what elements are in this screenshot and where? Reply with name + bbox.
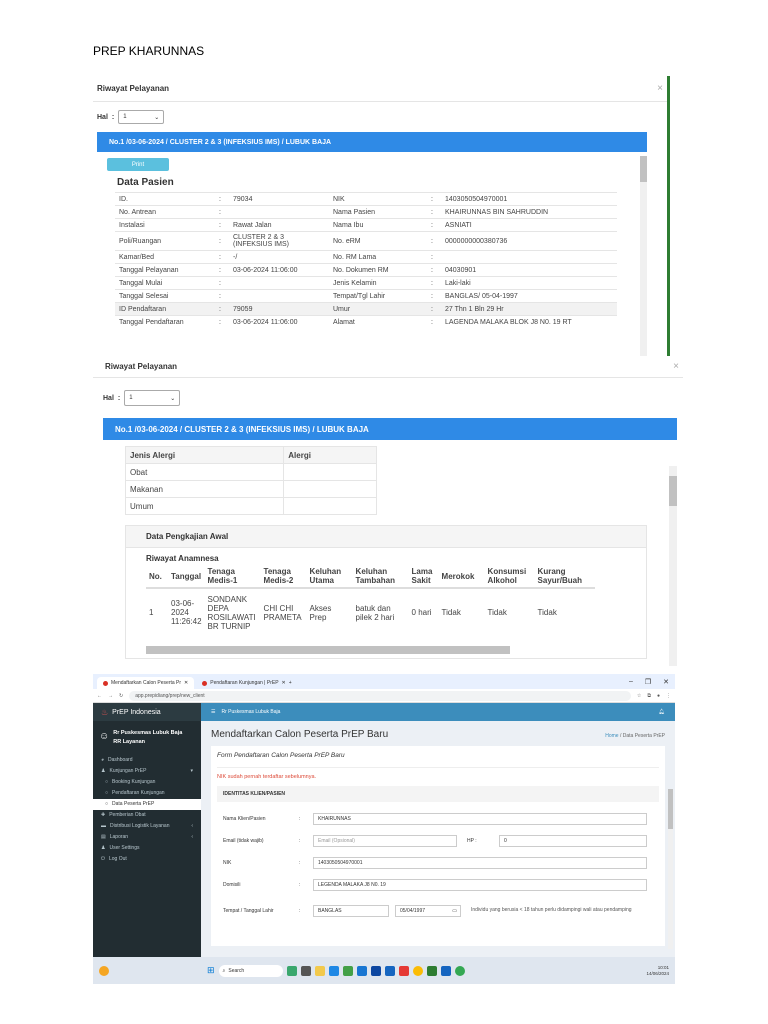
tanggal-lahir-input[interactable]	[395, 905, 461, 917]
alergi-jenis: Umum	[126, 498, 284, 515]
sidebar-item-kunjungan-prep[interactable]	[93, 766, 201, 777]
menu-icon: ○	[105, 790, 109, 797]
ttl-label: Tempat / Tanggal Lahir	[223, 908, 274, 914]
anamnesa-header: Keluhan Utama	[307, 565, 353, 588]
horizontal-scrollbar[interactable]	[146, 646, 510, 654]
table-row	[115, 303, 617, 316]
print-button[interactable]: Print	[107, 158, 169, 171]
table-row	[126, 464, 377, 481]
clock-date: 14/06/2024	[646, 970, 669, 976]
chrome-icon[interactable]	[413, 966, 423, 976]
menu-icon: ♟	[101, 845, 106, 852]
pasien-value	[229, 206, 329, 219]
chevron-down-icon: ⌄	[170, 395, 176, 402]
browser-tab-1[interactable]	[97, 677, 194, 689]
app-icon[interactable]	[371, 966, 381, 976]
alergi-table	[125, 446, 377, 515]
pasien-value: LAGENDA MALAKA BLOK J8 N0. 19 RT	[441, 316, 617, 329]
screenshot-data-pasien	[93, 76, 670, 356]
email-input[interactable]: Email (Opsional)	[313, 835, 457, 847]
colon: :	[427, 303, 441, 316]
pasien-value: ASNIATI	[441, 219, 617, 232]
sidebar-item-label: Pendaftaran Kunjungan	[112, 790, 165, 797]
pasien-label: NIK	[329, 193, 427, 206]
clock-time: 10:01	[657, 964, 669, 970]
search-icon: ⌕	[222, 967, 226, 974]
pasien-value: 79034	[229, 193, 329, 206]
excel-icon[interactable]	[427, 966, 437, 976]
profile-icon[interactable]: ●	[656, 692, 660, 699]
colon: :	[427, 277, 441, 290]
hal-label: Hal	[97, 113, 108, 121]
more-icon[interactable]: ⋮	[666, 692, 671, 699]
sidebar-item-label: Distribusi Logistik Layanan	[110, 823, 170, 830]
nik-row: NIK : 1403050504970001	[217, 852, 659, 874]
colon: :	[427, 193, 441, 206]
favicon-icon	[103, 681, 108, 686]
brand-name: PrEP Indonesia	[112, 708, 161, 716]
anamnesa-cell: SONDANK DEPA ROSILAWATI BR TURNIP	[207, 594, 256, 631]
modal-title: Riwayat Pelayanan	[97, 84, 170, 93]
close-icon[interactable]: ✕	[663, 678, 669, 686]
user-role: RR Layanan	[113, 738, 146, 745]
anamnesa-cell: 0 hari	[411, 608, 432, 617]
main-content	[201, 703, 675, 957]
pasien-value: 27 Thn 1 Bln 29 Hr	[441, 303, 617, 316]
colon: :	[427, 232, 441, 251]
anamnesa-cell: 03-06-2024 11:26:42	[171, 599, 202, 626]
anamnesa-header: No.	[146, 565, 168, 588]
pasien-value: 79059	[229, 303, 329, 316]
breadcrumb-current: Data Peserta PrEP	[622, 733, 665, 739]
user-name: Rr Puskesmas Lubuk Baja	[113, 730, 183, 736]
visit-header-2: No.1 /03-06-2024 / CLUSTER 2 & 3 (INFEKSIUS IMS) / LUBUK BAJA	[103, 418, 677, 440]
hamburger-icon[interactable]: ☰	[211, 709, 216, 715]
modal-header-2	[93, 356, 683, 378]
hp-label: HP :	[467, 838, 477, 844]
pasien-value: 0000000000380736	[441, 232, 617, 251]
menu-icon: ♟	[101, 768, 106, 775]
domisili-label: Domisili	[223, 882, 241, 888]
sidebar-item-label: Pemberian Obat	[109, 812, 146, 819]
alergi-jenis: Makanan	[126, 481, 284, 498]
vertical-scrollbar[interactable]	[669, 466, 677, 666]
chevron-down-icon: ⌄	[154, 114, 160, 121]
domisili-row: Domisili : LEGENDA MALAKA J8 N0. 19	[217, 874, 659, 896]
anamnesa-header: Merokok	[439, 565, 485, 588]
form-title: Form Pendaftaran Calon Peserta PrEP Baru	[217, 750, 659, 768]
pasien-value: 03-06-2024 11:06:00	[229, 316, 329, 329]
anamnesa-header: Keluhan Tambahan	[353, 565, 409, 588]
anamnesa-header: Kurang Sayur/Buah	[535, 565, 595, 588]
document-title: PREP KHARUNNAS	[93, 44, 205, 58]
page-selector-row-2: Hal : 1 ⌄	[93, 378, 683, 418]
menu-icon: ⏻	[101, 856, 105, 863]
sidebar-item-log-out[interactable]	[93, 854, 201, 865]
table-row	[115, 277, 617, 290]
pasien-label: Tanggal Pelayanan	[115, 264, 215, 277]
pengkajian-title: Data Pengkajian Awal	[126, 526, 646, 548]
pasien-label: Poli/Ruangan	[115, 232, 215, 251]
address-bar	[93, 689, 675, 703]
taskbar-search[interactable]	[219, 965, 283, 977]
top-navbar	[201, 703, 675, 721]
pasien-label: Jenis Kelamin	[329, 277, 427, 290]
anamnesa-cell: Tidak	[441, 608, 461, 617]
tab-label: Pendaftaran Kunjungan | PrEP	[210, 680, 279, 686]
menu-icon: ✚	[101, 812, 106, 819]
age-note: Individu yang berusia < 18 tahun perlu didampingi wali atau pendamping	[471, 907, 632, 914]
table-row	[115, 232, 617, 251]
colon: :	[215, 264, 229, 277]
windows-taskbar	[93, 957, 675, 984]
pasien-value: 1403050504970001	[441, 193, 617, 206]
colon: :	[427, 316, 441, 329]
data-pasien-title: Data Pasien	[117, 177, 174, 188]
nama-label: Nama Klien/Pasien	[223, 816, 266, 822]
flame-icon: ♨	[101, 707, 109, 717]
hal-select[interactable]	[118, 110, 164, 124]
browser-tabstrip	[93, 674, 675, 689]
alergi-jenis: Obat	[126, 464, 284, 481]
visit-header: No.1 /03-06-2024 / CLUSTER 2 & 3 (INFEKSIUS IMS) / LUBUK BAJA	[97, 132, 647, 152]
anamnesa-cell: Tidak	[537, 608, 557, 617]
sidebar-item-label: Laporan	[109, 834, 129, 841]
registration-form	[211, 746, 665, 946]
anamnesa-cell: Tidak	[487, 608, 507, 617]
colon: :	[215, 193, 229, 206]
app-icon[interactable]	[343, 966, 353, 976]
sidebar-item-distribusi-logistik-layanan[interactable]	[93, 821, 201, 832]
pasien-label: No. RM Lama	[329, 251, 427, 264]
sidebar-item-user-settings[interactable]	[93, 843, 201, 854]
pasien-value: BANGLAS/ 05-04-1997	[441, 290, 617, 303]
screenshot-prep-app	[93, 674, 675, 984]
forward-icon[interactable]: →	[108, 692, 113, 699]
alergi-header-jenis: Jenis Alergi	[126, 447, 284, 464]
pasien-label: No. Dokumen RM	[329, 264, 427, 277]
colon: :	[215, 290, 229, 303]
star-icon[interactable]: ☆	[636, 692, 642, 699]
table-row	[115, 219, 617, 232]
anamnesa-header: Tenaga Medis-1	[205, 565, 261, 588]
pasien-value: Laki-laki	[441, 277, 617, 290]
favicon-icon	[202, 681, 207, 686]
chevron-icon: ‹	[191, 834, 193, 841]
email-label: Email (tidak wajib)	[223, 838, 264, 844]
modal-header	[93, 76, 667, 102]
anamnesa-cell: 1	[149, 608, 154, 617]
pasien-value: 04030901	[441, 264, 617, 277]
pasien-value: CLUSTER 2 & 3 (INFEKSIUS IMS)	[229, 232, 329, 251]
anamnesa-cell: batuk dan pilek 2 hari	[355, 603, 395, 622]
pasien-label: No. Antrean	[115, 206, 215, 219]
modal-title-2: Riwayat Pelayanan	[105, 362, 178, 371]
pasien-label: Nama Pasien	[329, 206, 427, 219]
sidebar-item-label: Kunjungan PrEP	[109, 768, 147, 775]
colon: :	[427, 264, 441, 277]
menu-icon: ○	[105, 779, 109, 786]
hal-value: 1	[129, 395, 133, 401]
email-row: Email (tidak wajib) : Email (Opsional) HP : 0	[217, 830, 659, 852]
extensions-icon[interactable]: ⧉	[647, 692, 651, 699]
page-header	[201, 721, 675, 746]
anamnesa-header: Lama Sakit	[409, 565, 439, 588]
search-label: Search	[228, 967, 245, 974]
pasien-label: Tanggal Selesai	[115, 290, 215, 303]
table-row	[115, 316, 617, 329]
colon: :	[427, 251, 441, 264]
sidebar-item-booking-kunjungan[interactable]	[93, 777, 201, 788]
pasien-label: Tanggal Pendaftaran	[115, 316, 215, 329]
window-controls	[629, 678, 675, 686]
sidebar-item-dashboard[interactable]	[93, 755, 201, 766]
sidebar-item-laporan[interactable]	[93, 832, 201, 843]
sidebar-menu	[93, 755, 201, 865]
brand	[93, 703, 201, 721]
breadcrumb-home[interactable]: Home	[605, 733, 619, 739]
pasien-value: -/	[229, 251, 329, 264]
table-row	[126, 498, 377, 515]
hp-input[interactable]: 0	[499, 835, 647, 847]
hal-value: 1	[123, 114, 127, 120]
domisili-input[interactable]: LEGENDA MALAKA J8 N0. 19	[313, 879, 647, 891]
close-icon[interactable]: ×	[657, 83, 663, 94]
sidebar-item-label: Log Out	[108, 856, 127, 863]
app-icon[interactable]	[385, 966, 395, 976]
nama-row: Nama Klien/Pasien : KHAIRUNNAS	[217, 808, 659, 830]
anamnesa-table	[146, 565, 595, 636]
calendar-icon[interactable]: ▭	[452, 908, 457, 914]
colon: :	[215, 219, 229, 232]
nama-input[interactable]: KHAIRUNNAS	[313, 813, 647, 825]
table-row	[115, 264, 617, 277]
breadcrumb: Home / Data Peserta PrEP	[605, 733, 665, 739]
reload-icon[interactable]: ↻	[119, 692, 124, 699]
user-panel	[93, 721, 201, 755]
pasien-label: No. eRM	[329, 232, 427, 251]
page-selector-row: Hal : 1 ⌄	[93, 102, 667, 132]
pasien-label: Alamat	[329, 316, 427, 329]
app-icon[interactable]	[357, 966, 367, 976]
new-tab-icon[interactable]: +	[288, 680, 292, 686]
sidebar-item-label: Booking Kunjungan	[112, 779, 156, 786]
colon: :	[427, 290, 441, 303]
table-row	[126, 481, 377, 498]
table-row	[115, 193, 617, 206]
sidebar-item-data-peserta-prep[interactable]	[93, 799, 201, 810]
anamnesa-cell: Akses Prep	[309, 603, 332, 622]
page-title: Mendaftarkan Calon Peserta PrEP Baru	[211, 729, 389, 740]
pasien-label: ID Pendaftaran	[115, 303, 215, 316]
folder-icon[interactable]	[315, 966, 325, 976]
tanggal-lahir-value: 05/04/1997	[400, 908, 426, 914]
sidebar-item-label: Dashboard	[108, 757, 133, 764]
nik-label: NIK	[223, 860, 232, 866]
system-clock[interactable]	[646, 965, 669, 977]
pengkajian-awal-box	[125, 525, 647, 659]
pasien-label: ID.	[115, 193, 215, 206]
sidebar-item-pemberian-obat[interactable]	[93, 810, 201, 821]
table-row	[115, 206, 617, 219]
back-icon[interactable]: ←	[97, 692, 102, 699]
colon: :	[427, 219, 441, 232]
user-avatar-icon: ☺	[99, 731, 110, 742]
anamnesa-header: Konsumsi Alkohol	[485, 565, 535, 588]
screenshot-anamnesa	[93, 356, 683, 674]
chevron-icon: ▾	[190, 768, 193, 775]
table-row	[115, 251, 617, 264]
chrome-icon[interactable]	[455, 966, 465, 976]
pasien-label: Nama Ibu	[329, 219, 427, 232]
nik-input[interactable]: 1403050504970001	[313, 857, 647, 869]
colon: :	[427, 206, 441, 219]
menu-icon: ▤	[101, 834, 106, 841]
colon: :	[215, 303, 229, 316]
app-icon[interactable]	[399, 966, 409, 976]
nik-warning: NIK sudah pernah terdaftar sebelumnya.	[217, 774, 317, 780]
pasien-label: Instalasi	[115, 219, 215, 232]
hal-select-2[interactable]	[124, 390, 180, 406]
sidebar-item-pendaftaran-kunjungan[interactable]	[93, 788, 201, 799]
sidebar-item-label: Data Peserta PrEP	[112, 801, 155, 808]
app-icon[interactable]	[301, 966, 311, 976]
url-input[interactable]: app.prepidiang/prep/new_client	[129, 691, 631, 701]
pasien-label: Umur	[329, 303, 427, 316]
close-icon[interactable]: ✕	[184, 680, 189, 686]
colon: :	[215, 232, 229, 251]
pasien-label: Kamar/Bed	[115, 251, 215, 264]
anamnesa-cell: CHI CHI PRAMETA	[263, 603, 302, 622]
table-row	[146, 588, 595, 636]
browser-tab-2[interactable]	[196, 677, 297, 689]
colon: :	[215, 206, 229, 219]
tab-label: Mendaftarkan Calon Peserta Pr	[111, 680, 182, 686]
word-icon[interactable]	[441, 966, 451, 976]
anamnesa-header: Tanggal	[168, 565, 205, 588]
pasien-label: Tempat/Tgl Lahir	[329, 290, 427, 303]
pasien-value: 03-06-2024 11:06:00	[229, 264, 329, 277]
close-icon[interactable]: ×	[673, 361, 679, 372]
pasien-value	[229, 290, 329, 303]
menu-icon: ◕	[101, 757, 105, 764]
pasien-value	[229, 277, 329, 290]
windows-start-icon[interactable]: ⊞	[207, 965, 215, 975]
chevron-icon: ‹	[191, 823, 193, 830]
menu-icon: ▬	[101, 823, 106, 830]
app-icon[interactable]	[287, 966, 297, 976]
sidebar	[93, 703, 201, 957]
close-icon[interactable]: ✕	[281, 680, 286, 686]
weather-icon[interactable]	[99, 966, 109, 976]
table-row	[115, 290, 617, 303]
pasien-label: Tanggal Mulai	[115, 277, 215, 290]
app-body	[93, 703, 675, 957]
restore-icon[interactable]: ❐	[644, 678, 652, 686]
minimize-icon[interactable]: –	[628, 677, 633, 685]
colon: :	[215, 277, 229, 290]
alergi-header-alergi: Alergi	[284, 447, 377, 464]
pasien-value: KHAIRUNNAS BIN SAHRUDDIN	[441, 206, 617, 219]
vertical-scrollbar[interactable]	[640, 156, 647, 356]
hal-label: Hal	[103, 394, 114, 402]
pasien-value	[441, 251, 617, 264]
identitas-section-title: IDENTITAS KLIEN/PASIEN	[217, 786, 659, 802]
colon: :	[215, 251, 229, 264]
tempat-lahir-input[interactable]: BANGLAS	[313, 905, 389, 917]
menu-icon: ○	[105, 801, 109, 808]
sidebar-item-label: User Settings	[109, 845, 140, 852]
bell-icon[interactable]: 🔔︎	[658, 709, 665, 715]
colon: :	[215, 316, 229, 329]
vertical-scrollbar[interactable]	[668, 789, 673, 949]
pasien-value: Rawat Jalan	[229, 219, 329, 232]
anamnesa-header: Tenaga Medis-2	[261, 565, 307, 588]
data-pasien-table	[115, 192, 617, 329]
anamnesa-title: Riwayat Anamnesa	[146, 554, 219, 563]
topbar-title: Rr Puskesmas Lubuk Baja	[221, 709, 281, 715]
ttl-row: Tempat / Tanggal Lahir : BANGLAS 05/04/1997 ▭ Individu yang berusia < 18 tahun perlu didampingi wali atau pendamping	[217, 896, 659, 926]
app-icon[interactable]	[329, 966, 339, 976]
